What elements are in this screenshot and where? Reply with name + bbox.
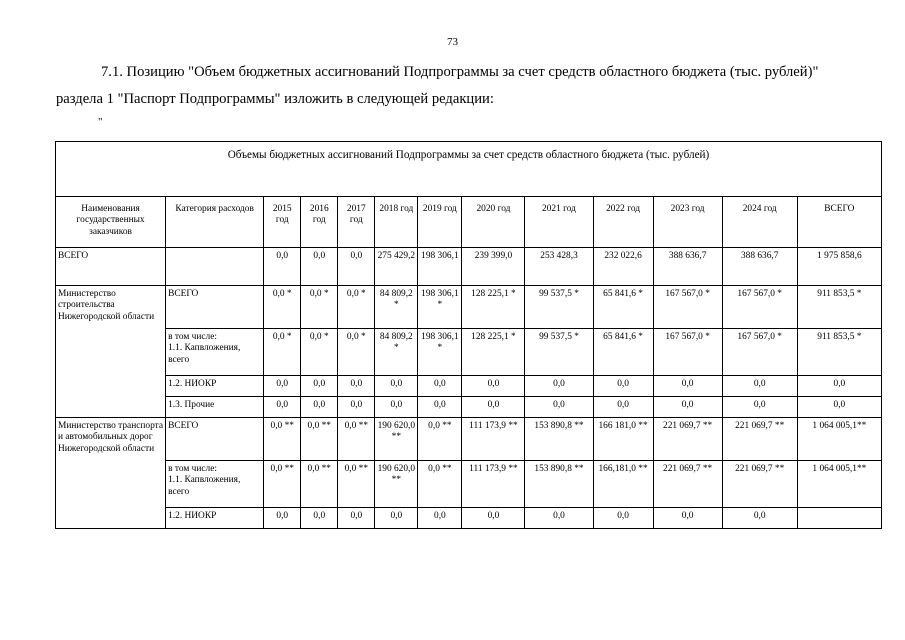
value-cell: 0,0 bbox=[338, 508, 375, 529]
table-row bbox=[56, 418, 882, 461]
value-cell: 0,0 bbox=[525, 376, 593, 397]
value-cell: 1 064 005,1** bbox=[797, 461, 881, 508]
value-cell: 198 306,1 * bbox=[418, 329, 462, 376]
value-cell: 0,0 ** bbox=[301, 461, 338, 508]
value-cell: 198 306,1 bbox=[418, 248, 462, 286]
value-cell: 111 173,9 ** bbox=[462, 418, 525, 461]
value-cell: 0,0 ** bbox=[301, 418, 338, 461]
row-label: ВСЕГО bbox=[56, 248, 166, 286]
value-cell: 167 567,0 * bbox=[722, 286, 797, 329]
value-cell: 198 306,1 * bbox=[418, 286, 462, 329]
value-cell: 0,0 bbox=[722, 376, 797, 397]
value-cell: 167 567,0 * bbox=[653, 286, 722, 329]
value-cell: 0,0 bbox=[301, 397, 338, 418]
value-cell: 911 853,5 * bbox=[797, 329, 881, 376]
value-cell: 0,0 bbox=[653, 376, 722, 397]
value-cell: 166 181,0 ** bbox=[593, 418, 653, 461]
column-header: 2023 год bbox=[653, 197, 722, 248]
value-cell: 0,0 ** bbox=[418, 418, 462, 461]
value-cell: 0,0 bbox=[264, 397, 301, 418]
column-header: 2024 год bbox=[722, 197, 797, 248]
value-cell: 99 537,5 * bbox=[525, 329, 593, 376]
category-cell: ВСЕГО bbox=[166, 418, 264, 461]
column-header: 2018 год bbox=[375, 197, 418, 248]
value-cell bbox=[797, 508, 881, 529]
value-cell: 128 225,1 * bbox=[462, 286, 525, 329]
value-cell: 0,0 * bbox=[301, 329, 338, 376]
value-cell: 911 853,5 * bbox=[797, 286, 881, 329]
value-cell: 167 567,0 * bbox=[722, 329, 797, 376]
category-cell: 1.2. НИОКР bbox=[166, 508, 264, 529]
value-cell: 0,0 bbox=[264, 376, 301, 397]
value-cell: 0,0 bbox=[375, 508, 418, 529]
value-cell: 0,0 ** bbox=[338, 418, 375, 461]
value-cell: 0,0 bbox=[338, 397, 375, 418]
value-cell: 221 069,7 ** bbox=[722, 418, 797, 461]
value-cell: 0,0 bbox=[525, 508, 593, 529]
value-cell: 388 636,7 bbox=[722, 248, 797, 286]
value-cell: 0,0 bbox=[338, 376, 375, 397]
value-cell: 0,0 bbox=[797, 397, 881, 418]
value-cell: 221 069,7 ** bbox=[722, 461, 797, 508]
value-cell: 221 069,7 ** bbox=[653, 418, 722, 461]
value-cell: 0,0 bbox=[593, 397, 653, 418]
value-cell: 0,0 bbox=[418, 397, 462, 418]
customer-cell: Министерство транспорта и автомобильных дорог Нижегородской области bbox=[56, 418, 166, 529]
value-cell: 190 620,0 ** bbox=[375, 461, 418, 508]
value-cell: 0,0 ** bbox=[264, 418, 301, 461]
value-cell: 0,0 bbox=[722, 508, 797, 529]
value-cell: 0,0 bbox=[301, 376, 338, 397]
value-cell: 253 428,3 bbox=[525, 248, 593, 286]
table-row bbox=[56, 508, 882, 529]
value-cell: 166,181,0 ** bbox=[593, 461, 653, 508]
value-cell: 221 069,7 ** bbox=[653, 461, 722, 508]
intro-paragraph-line-1: 7.1. Позицию "Объем бюджетных ассигнований Подпрограммы за счет средств областного бюджета (тыс. рублей)" bbox=[101, 64, 819, 80]
category-cell: в том числе: 1.1. Капвложения, всего bbox=[166, 329, 264, 376]
value-cell: 153 890,8 ** bbox=[525, 461, 593, 508]
table-row bbox=[56, 376, 882, 397]
value-cell: 0,0 bbox=[462, 376, 525, 397]
value-cell: 84 809,2 * bbox=[375, 286, 418, 329]
table-title: Объемы бюджетных ассигнований Подпрограммы за счет средств областного бюджета (тыс. рублей) bbox=[56, 142, 882, 197]
value-cell: 0,0 bbox=[418, 508, 462, 529]
value-cell: 0,0 * bbox=[264, 286, 301, 329]
column-header: Категория расходов bbox=[166, 197, 264, 248]
value-cell: 167 567,0 * bbox=[653, 329, 722, 376]
value-cell: 84 809,2 * bbox=[375, 329, 418, 376]
value-cell: 0,0 bbox=[264, 248, 301, 286]
value-cell: 0,0 bbox=[653, 397, 722, 418]
column-header: 2017 год bbox=[338, 197, 375, 248]
value-cell: 388 636,7 bbox=[653, 248, 722, 286]
opening-quote-mark: " bbox=[98, 116, 103, 128]
value-cell: 0,0 bbox=[338, 248, 375, 286]
table-row bbox=[56, 397, 882, 418]
column-header: 2015 год bbox=[264, 197, 301, 248]
value-cell: 0,0 bbox=[525, 397, 593, 418]
table-header-row bbox=[56, 197, 882, 248]
value-cell: 232 022,6 bbox=[593, 248, 653, 286]
value-cell: 0,0 bbox=[593, 508, 653, 529]
table-title-row bbox=[56, 142, 882, 197]
intro-paragraph-line-2: раздела 1 "Паспорт Подпрограммы" изложить в следующей редакции: bbox=[56, 91, 494, 107]
value-cell: 239 399,0 bbox=[462, 248, 525, 286]
value-cell: 111 173,9 ** bbox=[462, 461, 525, 508]
value-cell: 190 620,0 ** bbox=[375, 418, 418, 461]
table-row bbox=[56, 461, 882, 508]
value-cell: 0,0 ** bbox=[418, 461, 462, 508]
category-cell: в том числе: 1.1. Капвложения, всего bbox=[166, 461, 264, 508]
value-cell: 1 975 858,6 bbox=[797, 248, 881, 286]
budget-allocation-table bbox=[55, 141, 882, 529]
value-cell: 0,0 * bbox=[301, 286, 338, 329]
value-cell: 0,0 bbox=[375, 397, 418, 418]
value-cell: 0,0 bbox=[797, 376, 881, 397]
value-cell: 0,0 bbox=[301, 248, 338, 286]
column-header: 2021 год bbox=[525, 197, 593, 248]
column-header: Наименования государственных заказчиков bbox=[56, 197, 166, 248]
table-row bbox=[56, 329, 882, 376]
value-cell: 0,0 bbox=[722, 397, 797, 418]
category-cell: 1.2. НИОКР bbox=[166, 376, 264, 397]
value-cell: 153 890,8 ** bbox=[525, 418, 593, 461]
value-cell: 99 537,5 * bbox=[525, 286, 593, 329]
value-cell: 65 841,6 * bbox=[593, 329, 653, 376]
value-cell: 0,0 ** bbox=[338, 461, 375, 508]
value-cell: 65 841,6 * bbox=[593, 286, 653, 329]
table-row bbox=[56, 286, 882, 329]
column-header: 2022 год bbox=[593, 197, 653, 248]
value-cell: 0,0 bbox=[418, 376, 462, 397]
table-row-total bbox=[56, 248, 882, 286]
category-cell: 1.3. Прочие bbox=[166, 397, 264, 418]
value-cell: 0,0 * bbox=[338, 286, 375, 329]
value-cell: 0,0 bbox=[593, 376, 653, 397]
column-header: 2016 год bbox=[301, 197, 338, 248]
column-header: 2019 год bbox=[418, 197, 462, 248]
value-cell: 0,0 bbox=[375, 376, 418, 397]
customer-cell: Министерство строительства Нижегородской области bbox=[56, 286, 166, 418]
value-cell: 128 225,1 * bbox=[462, 329, 525, 376]
column-header: 2020 год bbox=[462, 197, 525, 248]
value-cell: 0,0 bbox=[653, 508, 722, 529]
category-cell bbox=[166, 248, 264, 286]
value-cell: 1 064 005,1** bbox=[797, 418, 881, 461]
page-number: 73 bbox=[447, 36, 458, 48]
value-cell: 0,0 * bbox=[338, 329, 375, 376]
value-cell: 0,0 bbox=[462, 397, 525, 418]
value-cell: 0,0 bbox=[462, 508, 525, 529]
category-cell: ВСЕГО bbox=[166, 286, 264, 329]
value-cell: 0,0 * bbox=[264, 329, 301, 376]
value-cell: 0,0 ** bbox=[264, 461, 301, 508]
value-cell: 275 429,2 bbox=[375, 248, 418, 286]
column-header: ВСЕГО bbox=[797, 197, 881, 248]
value-cell: 0,0 bbox=[264, 508, 301, 529]
value-cell: 0,0 bbox=[301, 508, 338, 529]
